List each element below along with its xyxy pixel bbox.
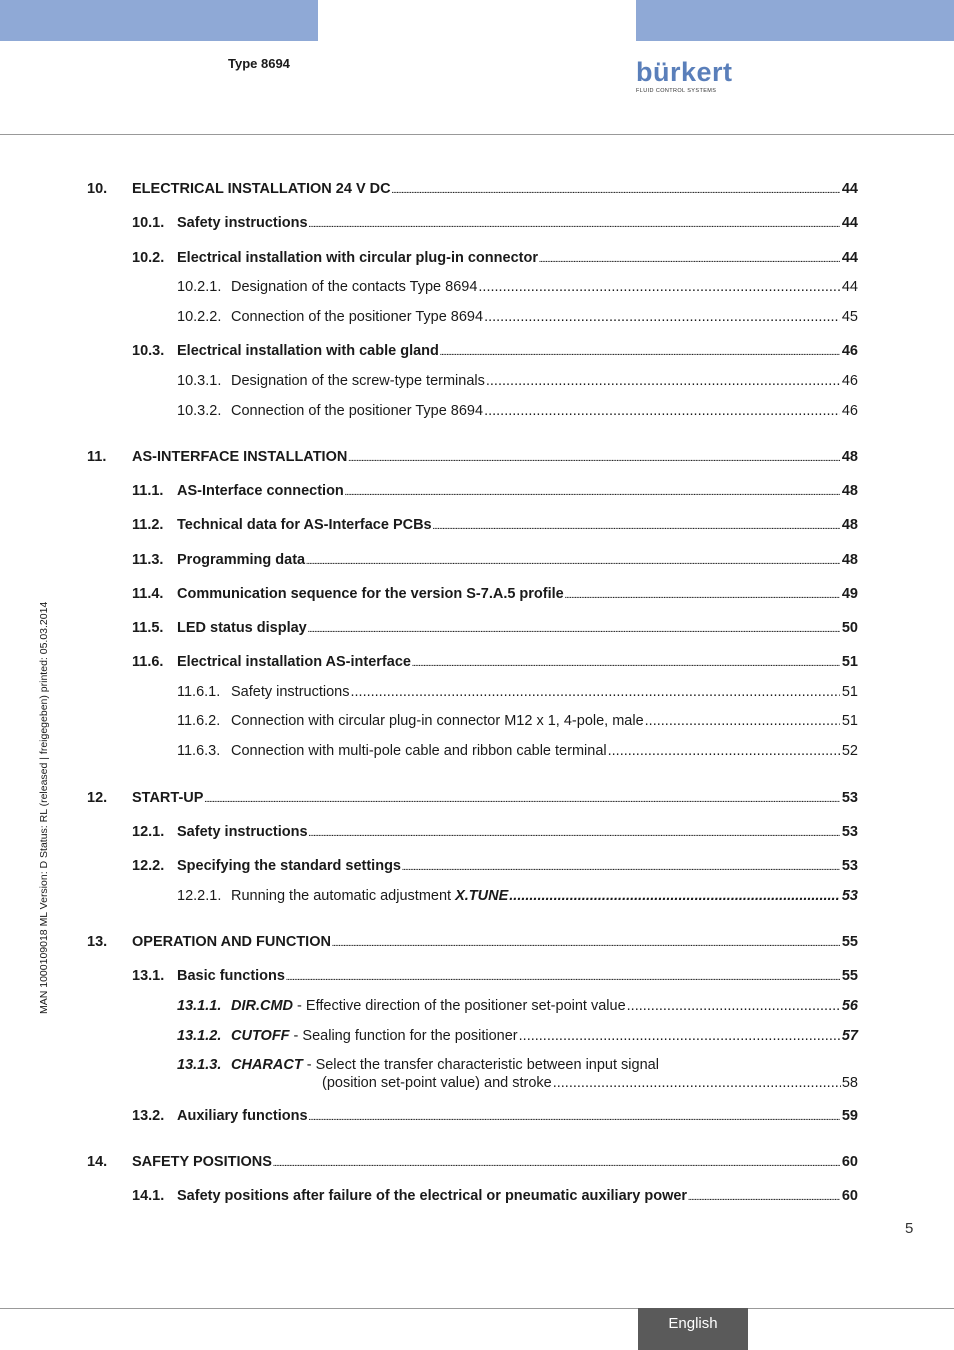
toc-row[interactable] — [0, 1152, 954, 1172]
toc-row[interactable] — [0, 1106, 954, 1126]
toc-entry — [177, 213, 858, 236]
toc-number: 13.2. — [132, 1108, 165, 1124]
toc-title-text: Safety instructions — [177, 824, 308, 840]
toc-number: 10.3.1. — [177, 373, 222, 389]
toc-title — [231, 1055, 659, 1075]
toc-number: 13.1.2. — [177, 1028, 222, 1044]
toc-title-text: Technical data for AS-Interface PCBs — [177, 517, 432, 533]
toc-title-text: Programming data — [177, 552, 306, 568]
toc-title — [231, 682, 349, 702]
toc-leader — [392, 182, 840, 202]
toc-row[interactable] — [0, 1026, 954, 1046]
toc-page: 59 — [841, 1108, 858, 1124]
toc-page: 60 — [841, 1154, 858, 1170]
toc-title-text: Connection of the positioner Type 8694 — [231, 309, 484, 325]
toc-entry — [132, 788, 858, 811]
toc-leader — [350, 682, 839, 702]
toc-number: 12.2.1. — [177, 888, 222, 904]
toc-number: 11. — [87, 449, 107, 465]
toc-entry — [231, 277, 858, 297]
toc-number: 11.1. — [132, 483, 164, 499]
document-status-sidebar: MAN 1000109018 ML Version: D Status: RL (released | freigegeben) printed: 05.03.2014 — [38, 601, 50, 1014]
toc-title — [231, 741, 607, 761]
toc-entry — [132, 1152, 858, 1175]
toc-leader — [309, 1109, 840, 1129]
toc-title — [177, 966, 285, 986]
toc-row[interactable] — [0, 277, 954, 297]
toc-number: 10.3. — [132, 343, 165, 359]
toc-number: 11.6.3. — [177, 743, 221, 759]
toc-leader — [286, 969, 840, 989]
toc-leader — [608, 741, 840, 761]
toc-leader — [348, 450, 840, 470]
toc-row[interactable] — [0, 447, 954, 467]
toc-title-line2: (position set-point value) and stroke — [322, 1075, 552, 1091]
toc-title-text: Connection with circular plug-in connector M12 x 1, 4-pole, male — [231, 713, 644, 729]
toc-title-text: SAFETY POSITIONS — [132, 1154, 272, 1170]
toc-entry — [177, 652, 858, 675]
page-number: 5 — [905, 1220, 914, 1237]
toc-title — [132, 447, 347, 467]
toc-number: 11.5. — [132, 620, 164, 636]
toc-number: 11.6.1. — [177, 684, 221, 700]
toc-title-text: START-UP — [132, 790, 204, 806]
toc-leader — [433, 518, 840, 538]
toc-entry — [231, 401, 858, 421]
toc-row[interactable] — [0, 515, 954, 535]
toc-number: 12.2. — [132, 858, 165, 874]
toc-title-text: AS-INTERFACE INSTALLATION — [132, 449, 348, 465]
toc-number: 11.6.2. — [177, 713, 221, 729]
toc-entry — [231, 996, 858, 1016]
toc-row[interactable] — [0, 179, 954, 199]
toc-title — [177, 481, 344, 501]
toc-number: 13. — [87, 934, 108, 950]
toc-code: CUTOFF — [231, 1028, 290, 1044]
toc-row[interactable] — [0, 996, 954, 1016]
toc-entry — [177, 341, 858, 364]
toc-page: 44 — [841, 250, 858, 266]
toc-leader — [402, 859, 840, 879]
toc-number: 10.2.2. — [177, 309, 222, 325]
toc-entry — [177, 248, 858, 271]
toc-leader — [627, 996, 840, 1016]
toc-number: 10.2.1. — [177, 279, 222, 295]
toc-entry — [177, 481, 858, 504]
toc-title — [231, 886, 508, 906]
toc-leader — [332, 935, 840, 955]
toc-page: 55 — [841, 934, 858, 950]
toc-title — [231, 371, 485, 391]
toc-page: 53 — [841, 858, 858, 874]
toc-title-text: Electrical installation AS-interface — [177, 654, 411, 670]
toc-entry — [231, 1026, 858, 1046]
toc-title-text: - Select the transfer characteristic between input signal — [302, 1057, 659, 1073]
toc-entry — [177, 550, 858, 573]
toc-title-text: Safety instructions — [177, 215, 308, 231]
toc-page: 52 — [841, 743, 858, 759]
toc-page: 57 — [841, 1028, 858, 1044]
toc-page: 45 — [841, 309, 858, 325]
toc-page: 51 — [841, 713, 858, 729]
toc-row[interactable] — [0, 248, 954, 268]
toc-title-text: Safety instructions — [231, 684, 350, 700]
toc-title-text: Running the automatic adjustment — [231, 888, 452, 904]
toc-row[interactable] — [0, 886, 954, 906]
toc-title — [177, 652, 411, 672]
toc-title-text: Safety positions after failure of the electrical or pneumatic auxiliary power — [177, 1188, 688, 1204]
toc-title — [231, 1026, 518, 1046]
toc-leader — [484, 307, 840, 327]
toc-row[interactable] — [0, 741, 954, 761]
toc-row[interactable] — [0, 652, 954, 672]
toc-title-text: Specifying the standard settings — [177, 858, 401, 874]
toc-leader — [486, 371, 840, 391]
toc-emphasis: X.TUNE — [455, 888, 509, 904]
toc-page: 48 — [841, 483, 858, 499]
toc-leader — [688, 1189, 840, 1209]
toc-page: 46 — [841, 373, 858, 389]
toc-page: 53 — [841, 888, 858, 904]
toc-title-text: OPERATION AND FUNCTION — [132, 934, 331, 950]
toc-leader — [204, 791, 839, 811]
toc-entry — [177, 856, 858, 879]
toc-number: 11.6. — [132, 654, 164, 670]
toc-leader — [308, 621, 840, 641]
toc-title — [132, 179, 391, 199]
footer-divider — [0, 1308, 954, 1309]
toc-leader — [553, 1073, 841, 1093]
toc-page: 53 — [841, 824, 858, 840]
toc-title — [231, 277, 477, 297]
toc-page: 44 — [841, 279, 858, 295]
toc-leader — [309, 216, 840, 236]
toc-row[interactable] — [0, 307, 954, 327]
toc-page: 58 — [841, 1075, 858, 1091]
toc-title — [231, 307, 483, 327]
toc-number: 13.1.1. — [177, 998, 222, 1014]
toc-entry — [231, 741, 858, 761]
toc-title — [177, 248, 538, 268]
toc-page: 48 — [841, 552, 858, 568]
toc-entry — [132, 447, 858, 470]
toc-title-text: Connection with multi-pole cable and ribbon cable terminal — [231, 743, 607, 759]
toc-entry — [132, 179, 858, 202]
toc-page: 51 — [841, 654, 858, 670]
toc-page: 48 — [841, 449, 858, 465]
toc-row[interactable] — [0, 932, 954, 952]
toc-page: 51 — [841, 684, 858, 700]
toc-title — [177, 515, 432, 535]
toc-row[interactable] — [0, 584, 954, 604]
toc-page: 60 — [841, 1188, 858, 1204]
toc-number: 11.4. — [132, 586, 164, 602]
toc-row[interactable] — [0, 341, 954, 361]
toc-row[interactable] — [0, 822, 954, 842]
toc-entry — [177, 966, 858, 989]
toc-title-text: ELECTRICAL INSTALLATION 24 V DC — [132, 181, 391, 197]
toc-title-text: - Effective direction of the positioner set-point value — [293, 998, 626, 1014]
toc-row[interactable] — [0, 371, 954, 391]
toc-leader — [478, 277, 839, 297]
toc-number: 11.2. — [132, 517, 164, 533]
toc-entry-continuation — [322, 1073, 858, 1093]
toc-title — [177, 856, 401, 876]
toc-leader — [519, 1026, 840, 1046]
toc-leader — [645, 711, 840, 731]
toc-title-text: LED status display — [177, 620, 307, 636]
toc-leader — [273, 1155, 840, 1175]
toc-number: 11.3. — [132, 552, 164, 568]
toc-leader — [345, 484, 840, 504]
toc-entry — [177, 515, 858, 538]
toc-code: DIR.CMD — [231, 998, 294, 1014]
toc-page: 48 — [841, 517, 858, 533]
toc-row[interactable] — [0, 788, 954, 808]
toc-page: 55 — [841, 968, 858, 984]
toc-title — [132, 788, 203, 808]
toc-title-text: AS-Interface connection — [177, 483, 344, 499]
toc-leader — [440, 344, 840, 364]
toc-number: 10.2. — [132, 250, 165, 266]
toc-title-text: Communication sequence for the version S-7.A.5 profile — [177, 586, 564, 602]
toc-number: 12. — [87, 790, 108, 806]
toc-row[interactable] — [0, 711, 954, 731]
toc-title — [177, 584, 564, 604]
toc-entry — [231, 1055, 659, 1075]
toc-leader — [412, 655, 840, 675]
language-tab[interactable]: English — [638, 1308, 748, 1350]
toc-number: 10.3.2. — [177, 403, 222, 419]
toc-number: 13.1.3. — [177, 1057, 222, 1073]
toc-entry — [231, 711, 858, 731]
toc-title — [231, 401, 483, 421]
toc-number: 12.1. — [132, 824, 165, 840]
toc-title — [177, 822, 308, 842]
toc-row[interactable] — [0, 682, 954, 702]
toc-code: CHARACT — [231, 1057, 303, 1073]
toc-row[interactable] — [0, 213, 954, 233]
toc-title-text: Designation of the screw-type terminals — [231, 373, 485, 389]
toc-row[interactable] — [0, 856, 954, 876]
toc-row[interactable] — [0, 550, 954, 570]
toc-entry — [132, 932, 858, 955]
toc-entry — [231, 682, 858, 702]
toc-page: 53 — [841, 790, 858, 806]
toc-row[interactable] — [0, 401, 954, 421]
toc-row[interactable] — [0, 618, 954, 638]
toc-title — [177, 1106, 308, 1126]
toc-row[interactable] — [0, 1186, 954, 1206]
toc-entry — [177, 584, 858, 607]
toc-leader — [484, 401, 840, 421]
toc-row[interactable] — [0, 966, 954, 986]
toc-title-text: Electrical installation with circular plug-in connector — [177, 250, 538, 266]
toc-number: 10. — [87, 181, 108, 197]
toc-title — [177, 213, 308, 233]
toc-entry — [177, 822, 858, 845]
toc-row[interactable] — [0, 1055, 954, 1075]
toc-title — [177, 618, 307, 638]
doc-type: Type 8694 — [228, 56, 290, 71]
toc-entry — [231, 307, 858, 327]
logo-subtitle: FLUID CONTROL SYSTEMS — [636, 88, 717, 94]
toc-page: 46 — [841, 343, 858, 359]
toc-title-text: Electrical installation with cable gland — [177, 343, 439, 359]
toc-title-text: Connection of the positioner Type 8694 — [231, 403, 484, 419]
toc-title — [177, 550, 305, 570]
toc-title — [177, 1186, 687, 1206]
toc-entry — [177, 1186, 858, 1209]
toc-number: 14. — [87, 1154, 108, 1170]
toc-title — [177, 341, 439, 361]
toc-leader — [309, 825, 840, 845]
toc-number: 10.1. — [132, 215, 165, 231]
toc-title-text: Auxiliary functions — [177, 1108, 308, 1124]
toc-title — [132, 932, 331, 952]
toc-title-text: - Sealing function for the positioner — [289, 1028, 518, 1044]
toc-page: 46 — [841, 403, 858, 419]
toc-entry — [231, 371, 858, 391]
toc-title-text: Designation of the contacts Type 8694 — [231, 279, 478, 295]
toc-leader — [306, 553, 840, 573]
toc-entry — [177, 618, 858, 641]
toc-leader — [539, 251, 840, 271]
toc-number: 13.1. — [132, 968, 165, 984]
toc-leader — [565, 587, 840, 607]
toc-title — [231, 711, 644, 731]
toc-title-text: Basic functions — [177, 968, 285, 984]
toc-title — [132, 1152, 272, 1172]
toc-number: 14.1. — [132, 1188, 165, 1204]
toc-page: 44 — [841, 215, 858, 231]
toc-leader — [509, 886, 840, 906]
toc-page: 50 — [841, 620, 858, 636]
toc-page: 56 — [841, 998, 858, 1014]
toc-title — [231, 996, 626, 1016]
toc-page: 49 — [841, 586, 858, 602]
logo-word: bürkert — [636, 57, 733, 87]
toc-page: 44 — [841, 181, 858, 197]
toc-entry — [231, 886, 858, 906]
toc-entry — [177, 1106, 858, 1129]
toc-row[interactable] — [0, 481, 954, 501]
